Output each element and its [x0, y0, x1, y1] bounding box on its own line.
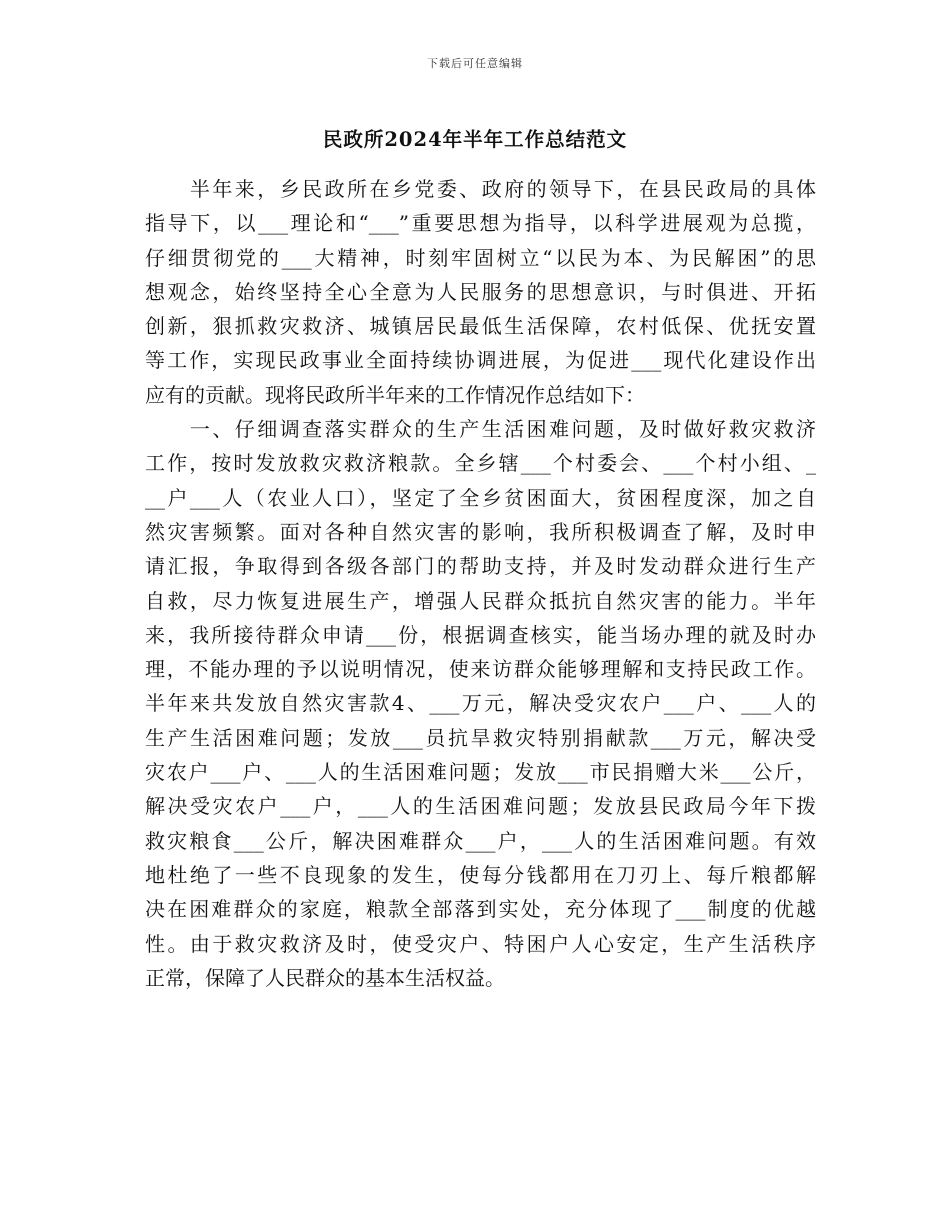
body-text-line: 然灾害频繁。面对各种自然灾害的影响，我所积极调查了解，及时申	[145, 519, 816, 544]
body-text-line: 工作，按时发放救灾救济粮款。全乡辖___个村委会、___个村小组、_	[145, 451, 816, 476]
body-text-line: 解决受灾农户___户，___人的生活困难问题；发放县民政局今年下拨	[145, 794, 816, 819]
body-text-line: 救灾粮食___公斤，解决困难群众___户，___人的生活困难问题。有效	[145, 828, 816, 853]
body-text-line: 地杜绝了一些不良现象的发生，使每分钱都用在刀刃上、每斤粮都解	[145, 862, 816, 887]
body-text-line: 决在困难群众的家庭，粮款全部落到实处，充分体现了___制度的优越	[145, 897, 816, 922]
body-text-line: 半年来，乡民政所在乡党委、政府的领导下，在县民政局的具体	[145, 177, 816, 201]
header-note: 下载后可任意编辑	[427, 57, 523, 70]
body-text-line: 正常，保障了人民群众的基本生活权益。	[145, 965, 505, 990]
body-text-line: 性。由于救灾救济及时，使受灾户、特困户人心安定，生产生活秩序	[145, 931, 816, 956]
body-text-line: 应有的贡献。现将民政所半年来的工作情况作总结如下：	[145, 382, 645, 407]
body-text-line: 创新，狠抓救灾救济、城镇居民最低生活保障，农村低保、优抚安置	[145, 314, 816, 339]
body-text-line: 自救，尽力恢复进展生产，增强人民群众抵抗自然灾害的能力。半年	[145, 588, 816, 613]
body-text-line: __户___人（农业人口），坚定了全乡贫困面大，贫困程度深，加之自	[145, 485, 816, 510]
body-text-line: 半年来共发放自然灾害款4、___万元，解决受灾农户___户、___人的	[145, 691, 816, 716]
body-text-line: 生产生活困难问题；发放___员抗旱救灾特别捐献款___万元，解决受	[145, 725, 816, 750]
body-text-line: 等工作，实现民政事业全面持续协调进展，为促进___现代化建设作出	[145, 348, 816, 373]
body-text-line: 理，不能办理的予以说明情况，使来访群众能够理解和支持民政工作。	[145, 657, 816, 682]
body-text-line: 想观念，始终坚持全心全意为人民服务的思想意识，与时俱进、开拓	[145, 279, 816, 304]
body-text-line: 一、仔细调查落实群众的生产生活困难问题，及时做好救灾救济	[145, 417, 816, 442]
document-body	[145, 172, 816, 995]
body-text-line: 来，我所接待群众申请___份，根据调查核实，能当场办理的就及时办	[145, 622, 816, 647]
body-text-line: 请汇报，争取得到各级各部门的帮助支持，并及时发动群众进行生产	[145, 554, 816, 579]
body-text-line: 仔细贯彻党的___大精神，时刻牢固树立“以民为本、为民解困”的思	[145, 245, 816, 270]
body-text-line: 指导下，以___理论和“___”重要思想为指导，以科学进展观为总揽，	[145, 211, 816, 236]
document-title: 民政所2024年半年工作总结范文	[322, 128, 628, 151]
body-text-line: 灾农户___户、___人的生活困难问题；发放___市民捐赠大米___公斤，	[145, 760, 816, 785]
